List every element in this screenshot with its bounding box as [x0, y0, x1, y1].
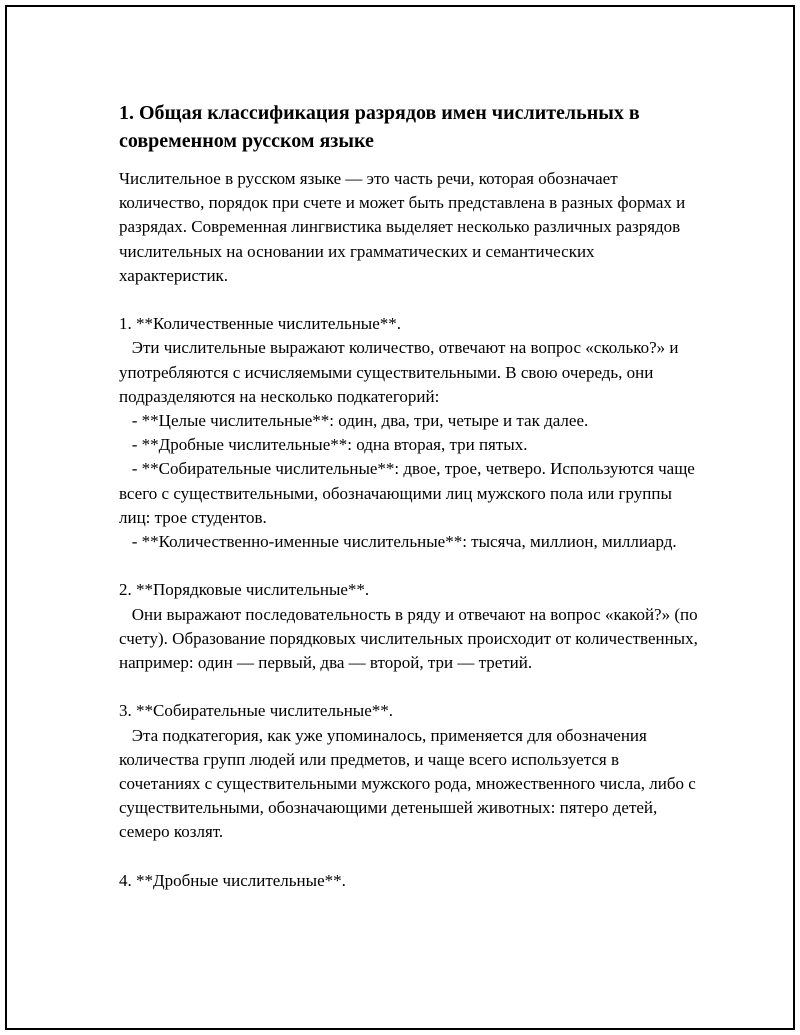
section-2-body: Они выражают последовательность в ряду и отвечают на вопрос «какой?» (по счету). Образование порядковых числительных происходит от количественных, например: один — первый, два — второй, три — третий.: [119, 604, 703, 673]
paragraph-gap: [119, 288, 699, 312]
intro-paragraph: Числительное в русском языке — это часть речи, которая обозначает количество, порядок при счете и может быть представлена в разных формах и разрядах. Современная лингвистика выделяет несколько различных разрядов числительных на основании их грамматических и семантических характеристик.: [119, 169, 690, 285]
page-frame: [5, 5, 795, 1030]
section-2-title: 2. **Порядковые числительные**.: [119, 580, 370, 600]
document-heading: 1. Общая классификация разрядов имен числительных в современном русском языке: [119, 102, 640, 152]
section-3-body: Эта подкатегория, как уже упоминалось, применяется для обозначения количества групп людей или предметов, и чаще всего используется в сочетаниях с существительными мужского рода, множественного числа, либо с существительными, обозначающими детенышей животных: пятеро детей, семеро козлят.: [119, 725, 701, 842]
paragraph-gap: [119, 675, 699, 699]
section-3-title: 3. **Собирательные числительные**.: [119, 701, 394, 721]
document-content: [119, 99, 703, 893]
section-1-body: Эти числительные выражают количество, отвечают на вопрос «сколько?» и употребляются с исчисляемыми существительными. В свою очередь, они подразделяются на несколько подкатегорий: - **Целые числительные**: один, два, три, четыре и так далее. - **Дробные числительные**: одна вторая, три пятых. - **Собирательные числительные**: двое, трое, четверо. Используются чаще всего с существительными, обозначающими лиц мужского пола или группы лиц: трое студентов. - **Количественно-именные числительные**: тысяча, миллион, миллиард.: [119, 338, 695, 552]
section-1-title: 1. **Количественные числительные**.: [119, 314, 402, 334]
section-4-title: 4. **Дробные числительные**.: [119, 870, 346, 890]
paragraph-gap: [119, 554, 699, 578]
paragraph-gap: [119, 845, 699, 869]
